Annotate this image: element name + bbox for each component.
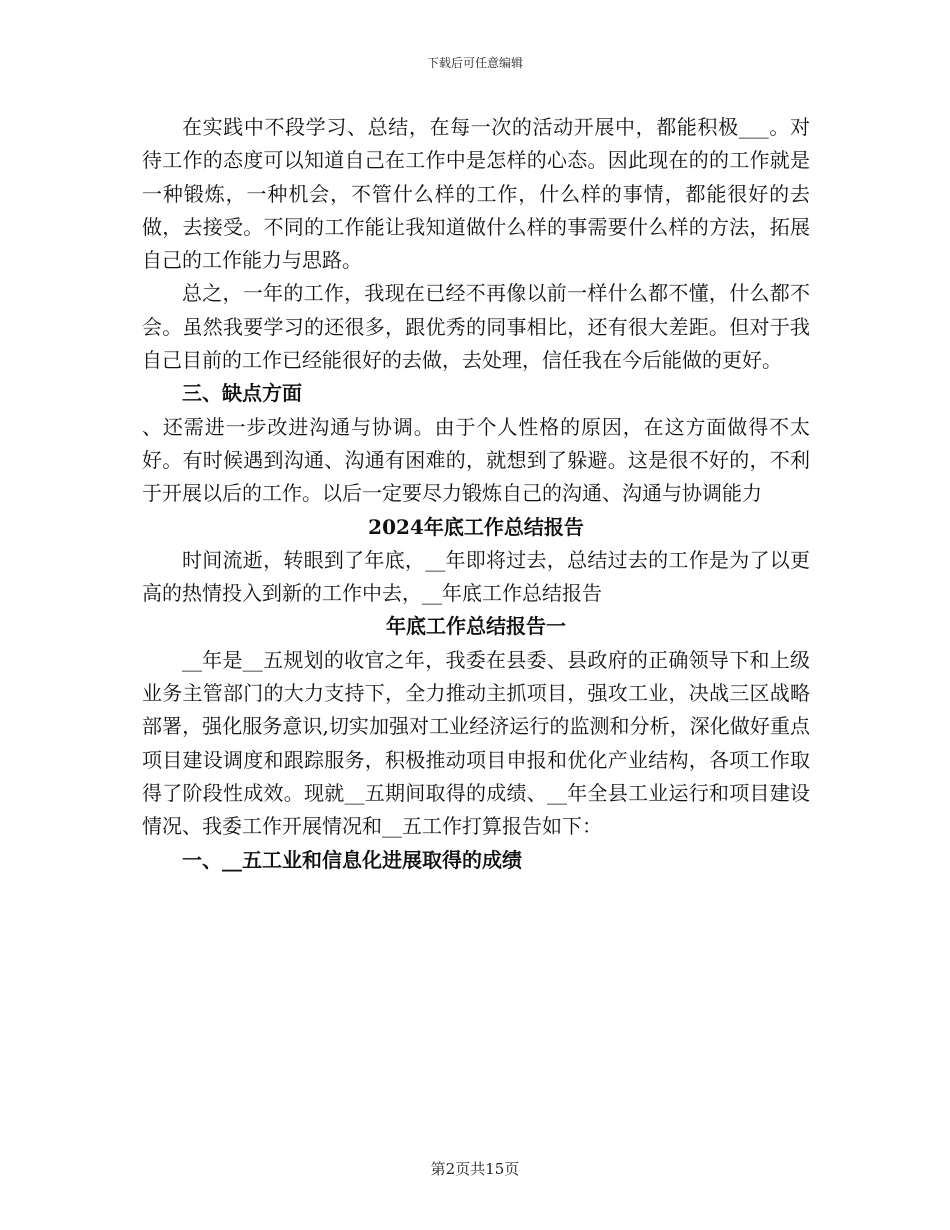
section-heading-shortcomings: 三、缺点方面 [182,381,302,406]
paragraph-report: __年是__五规划的收官之年，我委在县委、县政府的正确领导下和上级业务主管部门的大力支持下，全力推动主抓项目，强攻工业，决战三区战略部署，强化服务意识,切实加强对工业经济运行的监测和分析，深化做好重点项目建设调度和跟踪服务，积极推动项目申报和优化产业结构，各项工作取得了阶段性成效。现就__五期间取得的成绩、__年全县工业运行和项目建设情况、我委工作开展情况和__五工作打算报告如下： [142,647,810,839]
paragraph-summary: 总之，一年的工作，我现在已经不再像以前一样什么都不懂，什么都不会。虽然我要学习的还很多，跟优秀的同事相比，还有很大差距。但对于我自己目前的工作已经能很好的去做，去处理，信任我在今后能做的更好。 [142,281,810,373]
document-body [142,111,810,877]
report-subtitle: 年底工作总结报告一 [386,614,566,639]
paragraph-practice: 在实践中不段学习、总结，在每一次的活动开展中，都能积极___。对待工作的态度可以知道自己在工作中是怎样的心态。因此现在的的工作就是一种锻炼，一种机会，不管什么样的工作，什么样的事情，都能很好的去做，去接受。不同的工作能让我知道做什么样的事需要什么样的方法，拓展自己的工作能力与思路。 [142,115,810,273]
page-header: 下载后可任意编辑 [426,56,523,70]
document-title: 2024年底工作总结报告 [368,514,584,539]
page-number: 第2页共15页 [430,1160,520,1178]
paragraph-intro: 时间流逝，转眼到了年底，__年即将过去，总结过去的工作是为了以更高的热情投入到新的工作中去，__年底工作总结报告 [142,547,810,606]
paragraph-communication: 、还需进一步改进沟通与协调。由于个人性格的原因，在这方面做得不太好。有时候遇到沟通、沟通有困难的，就想到了躲避。这是很不好的，不利于开展以后的工作。以后一定要尽力锻炼自己的沟通、沟通与协调能力 [142,414,810,506]
section-heading-achievements: 一、__五工业和信息化进展取得的成绩 [182,847,522,872]
